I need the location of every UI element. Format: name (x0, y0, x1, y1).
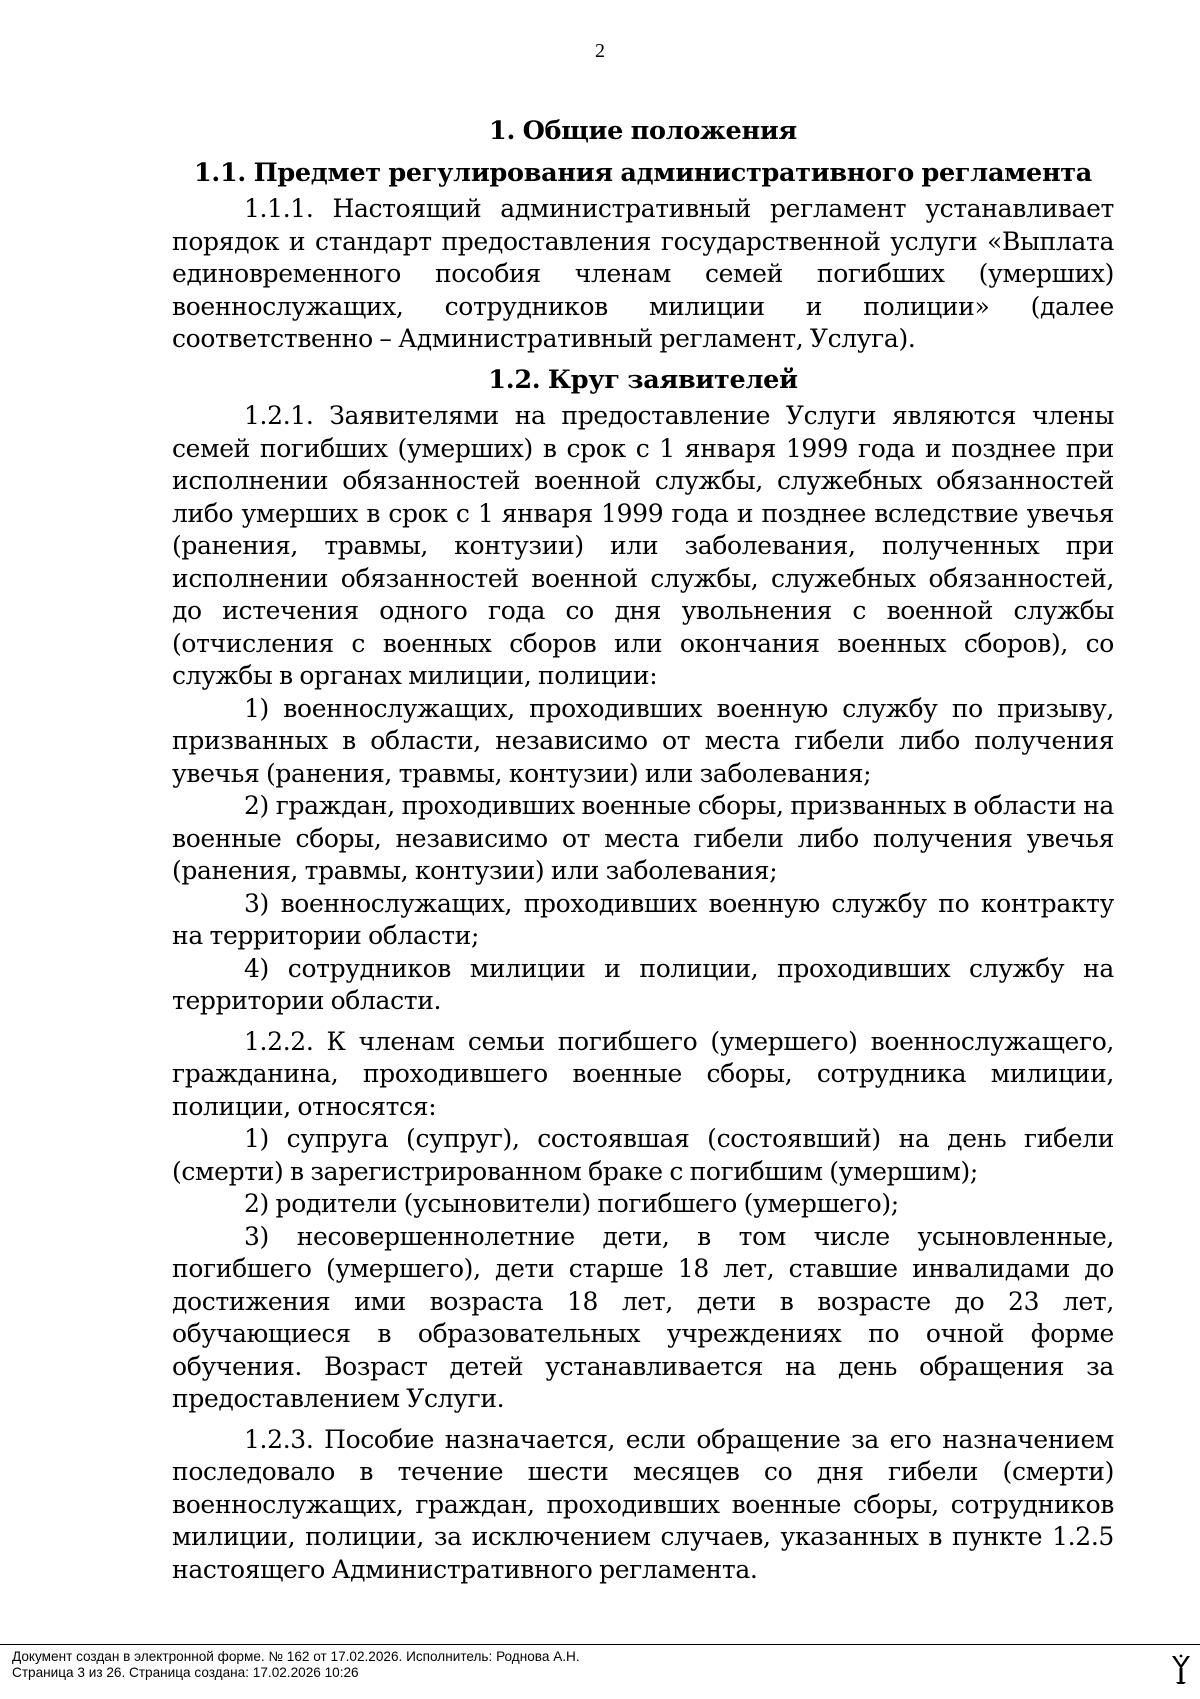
section-title: 1. Общие положения (489, 116, 797, 146)
footer-text (12, 1649, 580, 1681)
footer-line-1: Документ создан в электронной форме. № 162 от 17.02.2026. Исполнитель: Роднова А.Н. (12, 1649, 580, 1664)
list-item: 2) родители (усыновители) погибшего (умершего); (244, 1189, 899, 1218)
list-item: 3) несовершеннолетние дети, в том числе усыновленные, погибшего (умершего), дети старше 18 лет, ставшие инвалидами до достижения ими возраста 18 лет, дети в возрасте до 23 лет, обучающиеся в образовательных учреждениях по очной форме обучения. Возраст детей устанавливается на день обращения за предоставлением Услуги. (172, 1221, 1114, 1413)
subsection-title-1-1: 1.1. Предмет регулирования административного регламента (193, 157, 1093, 188)
subsection-title-1-2: 1.2. Круг заявителей (488, 364, 798, 395)
footer-line-2: Страница 3 из 26. Страница создана: 17.02.2026 10:26 (12, 1665, 359, 1680)
emblem-icon (1170, 1653, 1192, 1685)
list-item: 4) сотрудников милиции и полиции, проходивших службу на территории области. (172, 953, 1114, 1015)
list-item: 1) супруга (супруг), состоявшая (состоявший) на день гибели (смерти) в зарегистрированном браке с погибшим (умершим); (172, 1124, 1114, 1186)
document-footer (0, 1644, 1200, 1699)
list-item: 1) военнослужащих, проходивших военную службу по призыву, призванных в области, независимо от места гибели либо получения увечья (ранения, травмы, контузии) или заболевания; (172, 693, 1114, 788)
paragraph-1-1-1: 1.1.1. Настоящий административный регламент устанавливает порядок и стандарт предоставления государственной услуги «Выплата единовременного пособия членам семей погибших (умерших) военнослужащих, сотрудников милиции и полиции» (далее соответственно – Административный регламент, Услуга). (172, 194, 1114, 353)
list-item: 3) военнослужащих, проходивших военную службу по контракту на территории области; (172, 888, 1114, 950)
page-number: 2 (595, 40, 605, 62)
paragraph-1-2-2: 1.2.2. К членам семьи погибшего (умершего) военнослужащего, гражданина, проходившего военные сборы, сотрудника милиции, полиции, относятся: (172, 1026, 1114, 1121)
document-body (172, 115, 1114, 1586)
paragraph-1-2-3: 1.2.3. Пособие назначается, если обращение за его назначением последовало в течение шести месяцев со дня гибели (смерти) военнослужащих, граждан, проходивших военные сборы, сотрудников милиции, полиции, за исключением случаев, указанных в пункте 1.2.5 настоящего Административного регламента. (172, 1424, 1114, 1584)
paragraph-1-2-1: 1.2.1. Заявителями на предоставление Услуги являются члены семей погибших (умерших) в срок с 1 января 1999 года и позднее при исполнении обязанностей военной службы, служебных обязанностей либо умерших в срок с 1 января 1999 года и позднее вследствие увечья (ранения, травмы, контузии) или заболевания, полученных при исполнении обязанностей военной службы, служебных обязанностей, до истечения одного года со дня увольнения с военной службы (отчисления с военных сборов или окончания военных сборов), со службы в органах милиции, полиции: (172, 401, 1114, 690)
list-item: 2) граждан, проходивших военные сборы, призванных в области на военные сборы, независимо от места гибели либо получения увечья (ранения, травмы, контузии) или заболевания; (172, 791, 1114, 885)
